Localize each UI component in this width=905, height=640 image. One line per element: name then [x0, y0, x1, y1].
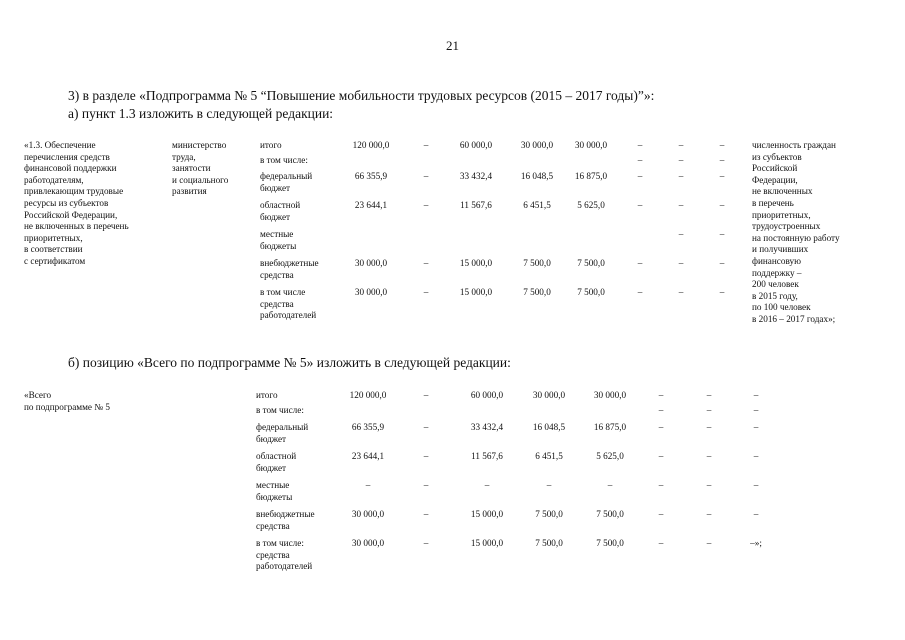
- table-cell: –: [753, 405, 759, 415]
- table-cell: –: [678, 287, 684, 297]
- table-cell: –: [706, 480, 712, 490]
- table-cell: –: [753, 509, 759, 519]
- table-cell: –: [678, 171, 684, 181]
- table-cell: –: [719, 171, 725, 181]
- table-cell: –: [658, 538, 664, 548]
- table-cell: –: [365, 480, 371, 490]
- table-cell: 15 000,0: [459, 287, 493, 297]
- table-cell: –: [423, 287, 429, 297]
- table-cell: –: [719, 155, 725, 165]
- table-cell: –: [607, 480, 613, 490]
- table-cell: –: [658, 480, 664, 490]
- table-cell: –: [423, 509, 429, 519]
- table-cell: –: [706, 509, 712, 519]
- table-cell: –: [719, 200, 725, 210]
- row-label: федеральный бюджет: [260, 171, 313, 193]
- table-cell: –: [546, 480, 552, 490]
- table-cell: 30 000,0: [520, 140, 554, 150]
- table-cell: 7 500,0: [535, 509, 563, 519]
- table-cell: –: [637, 287, 643, 297]
- table-cell: –: [658, 405, 664, 415]
- table-cell: 5 625,0: [577, 200, 605, 210]
- table-cell: 16 875,0: [574, 171, 608, 181]
- table-cell: 15 000,0: [459, 258, 493, 268]
- table-cell: 66 355,9: [351, 422, 385, 432]
- table-cell: 33 432,4: [459, 171, 493, 181]
- table-cell: –: [753, 390, 759, 400]
- row-label: внебюджетные средства: [260, 258, 319, 280]
- table-cell: –: [706, 390, 712, 400]
- table-cell: –: [423, 390, 429, 400]
- row-label: итого: [256, 390, 278, 400]
- table-cell: –: [678, 200, 684, 210]
- table-cell: –: [719, 140, 725, 150]
- table-cell: –: [658, 390, 664, 400]
- table-cell: 120 000,0: [352, 140, 390, 150]
- table-cell: 6 451,5: [523, 200, 551, 210]
- table-cell: 30 000,0: [354, 258, 388, 268]
- table-cell: 15 000,0: [470, 509, 504, 519]
- table-cell: 30 000,0: [574, 140, 608, 150]
- table-cell: –: [637, 140, 643, 150]
- table-cell: 66 355,9: [354, 171, 388, 181]
- row-label: в том числе: средства работодателей: [256, 538, 313, 572]
- table-cell: –: [706, 451, 712, 461]
- table-cell: –: [637, 200, 643, 210]
- row-label: в том числе:: [256, 405, 304, 415]
- table-cell: –: [706, 422, 712, 432]
- table-cell: –: [423, 538, 429, 548]
- table-cell: –: [637, 155, 643, 165]
- table-cell: –: [658, 509, 664, 519]
- table-cell: –: [637, 171, 643, 181]
- table-cell: 11 567,6: [460, 200, 492, 210]
- table-cell: –: [678, 140, 684, 150]
- table-cell: –: [719, 229, 725, 239]
- row-label: федеральный бюджет: [256, 422, 309, 444]
- row-label: внебюджетные средства: [256, 509, 315, 531]
- table-cell: –: [423, 451, 429, 461]
- table-cell: –: [719, 258, 725, 268]
- table-cell: –: [637, 258, 643, 268]
- table-cell: 60 000,0: [470, 390, 504, 400]
- table-cell: –: [423, 422, 429, 432]
- row-label: областной бюджет: [256, 451, 297, 473]
- item-3-heading: 3) в разделе «Подпрограмма № 5 “Повышение мобильности трудовых ресурсов (2015 – 2017 годы)”»:: [68, 88, 655, 103]
- table-cell: 7 500,0: [577, 287, 605, 297]
- table-cell: 16 048,5: [532, 422, 566, 432]
- table-cell: 33 432,4: [470, 422, 504, 432]
- table-cell: –: [719, 287, 725, 297]
- page-number: 21: [446, 38, 459, 53]
- table-cell: –: [753, 480, 759, 490]
- table-cell: 30 000,0: [593, 390, 627, 400]
- item-a-heading: а) пункт 1.3 изложить в следующей редакции:: [68, 106, 334, 121]
- table-cell: 11 567,6: [471, 451, 503, 461]
- executor-text: министерство труда, занятости и социального развития: [172, 140, 229, 197]
- table-cell: –: [423, 171, 429, 181]
- table-cell: 23 644,1: [354, 200, 388, 210]
- table-cell: 16 048,5: [520, 171, 554, 181]
- row-label: итого: [260, 140, 282, 150]
- table-cell: –: [484, 480, 490, 490]
- table-cell: –: [423, 480, 429, 490]
- table-cell: 7 500,0: [596, 509, 624, 519]
- table-cell: 6 451,5: [535, 451, 563, 461]
- table-cell: –: [753, 451, 759, 461]
- table-cell: 5 625,0: [596, 451, 624, 461]
- table-cell: 120 000,0: [349, 390, 387, 400]
- table-cell: –: [678, 258, 684, 268]
- table-cell: –: [658, 422, 664, 432]
- table-cell: –»;: [750, 538, 762, 548]
- table-cell: –: [753, 422, 759, 432]
- table-cell: –: [706, 538, 712, 548]
- table-cell: –: [423, 258, 429, 268]
- row-label: в том числе:: [260, 155, 308, 165]
- table-cell: 30 000,0: [351, 509, 385, 519]
- table-cell: –: [423, 140, 429, 150]
- table-cell: 7 500,0: [523, 287, 551, 297]
- table-cell: 7 500,0: [523, 258, 551, 268]
- row-label: местные бюджеты: [260, 229, 297, 251]
- measure-text: «Всего по подпрограмме № 5: [24, 390, 110, 412]
- table-cell: 60 000,0: [459, 140, 493, 150]
- indicator-text: численность граждан из субъектов Российской Федерации, не включенных в перечень приоритетных, трудоустроенных на постоянную работу и получивших финансовую поддержку – 200 человек в 2015 году, по 100 человек в 2016 – 2017 годах»;: [752, 140, 840, 324]
- table-cell: 7 500,0: [596, 538, 624, 548]
- measure-text: «1.3. Обеспечение перечисления средств финансовой поддержки работодателям, привлекающим трудовые ресурсы из субъектов Российской Федерации, не включенных в перечень приоритетных, в соответствии с сертификатом: [24, 140, 129, 266]
- table-cell: 7 500,0: [577, 258, 605, 268]
- table-cell: –: [658, 451, 664, 461]
- table-cell: –: [706, 405, 712, 415]
- table-cell: 23 644,1: [351, 451, 385, 461]
- row-label: в том числе средства работодателей: [260, 287, 317, 321]
- table-cell: 30 000,0: [532, 390, 566, 400]
- table-cell: 16 875,0: [593, 422, 627, 432]
- table-cell: 15 000,0: [470, 538, 504, 548]
- row-label: областной бюджет: [260, 200, 301, 222]
- table-cell: 30 000,0: [351, 538, 385, 548]
- table-cell: 7 500,0: [535, 538, 563, 548]
- table-cell: –: [678, 155, 684, 165]
- row-label: местные бюджеты: [256, 480, 293, 502]
- table-cell: 30 000,0: [354, 287, 388, 297]
- table-cell: –: [423, 200, 429, 210]
- table-cell: –: [678, 229, 684, 239]
- item-b-heading: б) позицию «Всего по подпрограмме № 5» изложить в следующей редакции:: [68, 355, 511, 370]
